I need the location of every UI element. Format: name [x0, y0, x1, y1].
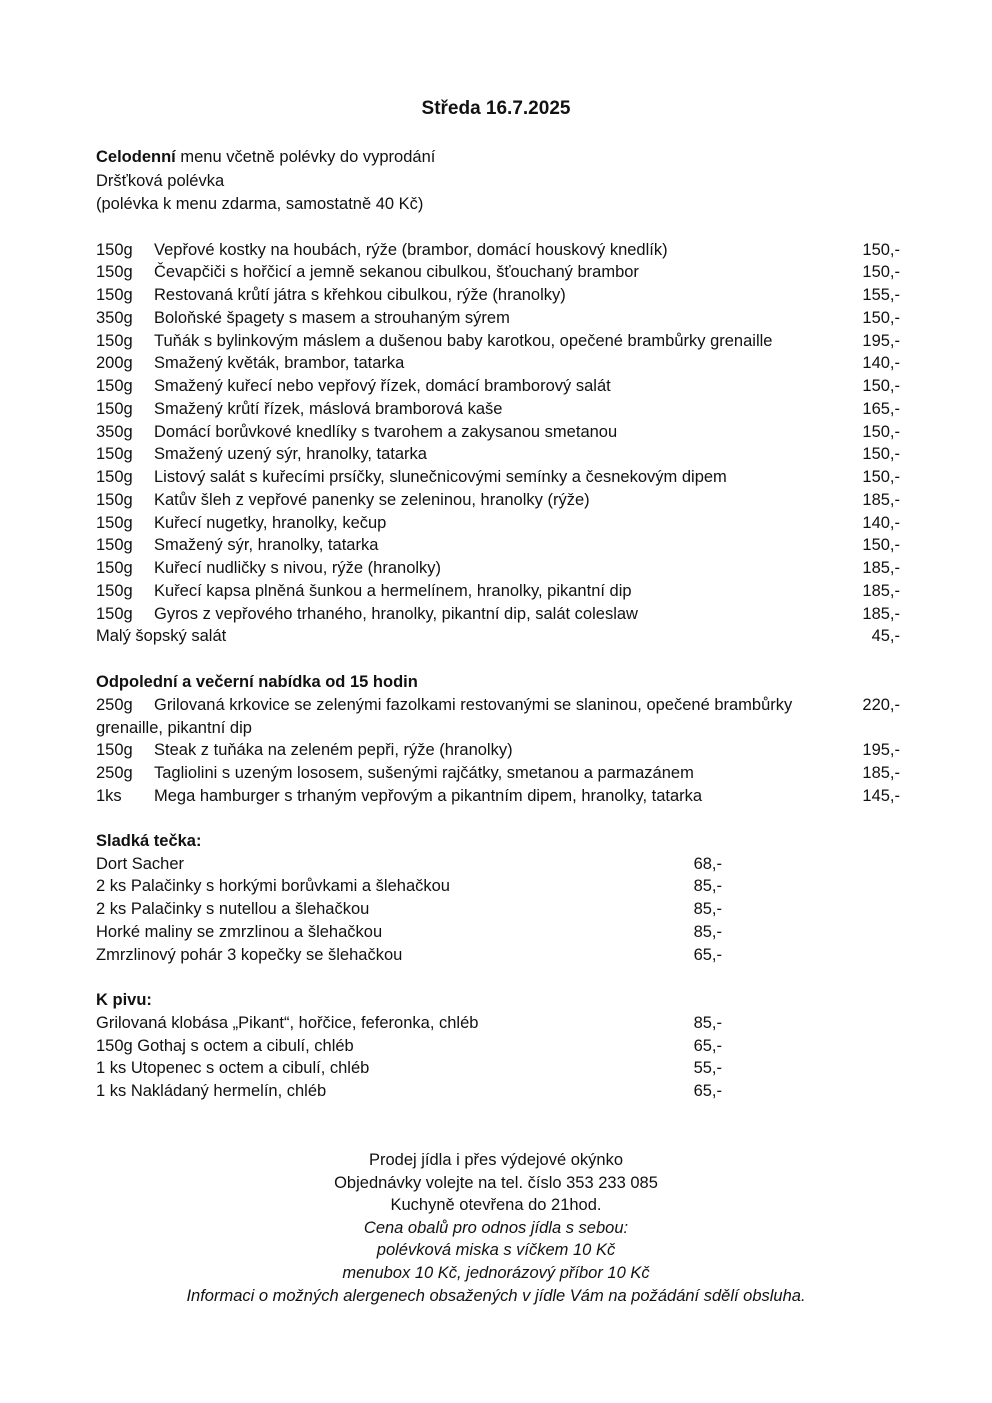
- footer-note: menubox 10 Kč, jednorázový příbor 10 Kč: [342, 1264, 650, 1282]
- daily-menu-heading-bold: Celodenní: [96, 148, 176, 166]
- item-price: 150,-: [862, 445, 900, 464]
- daily-menu-item: [96, 557, 900, 580]
- item-weight: 250g: [96, 696, 133, 714]
- daily-menu-item: [96, 398, 900, 421]
- item-price: 65,-: [693, 1081, 722, 1100]
- item-name: Mega hamburger s trhaným vepřovým a pikantním dipem, hranolky, tatarka: [154, 786, 703, 805]
- daily-menu-heading: [96, 146, 435, 168]
- item-price: 185,-: [862, 581, 900, 600]
- item-price: 85,-: [693, 922, 722, 941]
- item-name: Boloňské špagety s masem a strouhaným sýrem: [154, 308, 510, 327]
- beer-item: [96, 1035, 722, 1058]
- item-price: 185,-: [862, 763, 900, 782]
- item-price: 85,-: [693, 877, 722, 896]
- daily-menu-item: [96, 261, 900, 284]
- daily-menu-item: [96, 352, 900, 375]
- footer-note: Cena obalů pro odnos jídla s sebou:: [363, 1218, 629, 1237]
- item-weight: 150g: [96, 581, 133, 600]
- item-weight: 150g: [96, 331, 133, 350]
- dessert-heading: Sladká tečka:: [96, 832, 202, 850]
- item-price: 65,-: [693, 945, 722, 964]
- daily-menu-item: [96, 443, 900, 466]
- item-price: 45,-: [871, 627, 900, 645]
- item-name: Kuřecí kapsa plněná šunkou a hermelínem, hranolky, pikantní dip: [154, 581, 632, 600]
- footer-note: polévková miska s víčkem 10 Kč: [376, 1241, 616, 1260]
- item-price: 68,-: [693, 854, 722, 873]
- page-title: Středa 16.7.2025: [421, 98, 571, 119]
- item-weight: 250g: [96, 763, 133, 782]
- item-name: Smažený květák, brambor, tatarka: [154, 354, 405, 373]
- item-name: Domácí borůvkové knedlíky s tvarohem a zakysanou smetanou: [154, 422, 618, 441]
- afternoon-heading: Odpolední a večerní nabídka od 15 hodin: [96, 673, 418, 691]
- item-name: Smažený kuřecí nebo vepřový řízek, domácí bramborový salát: [154, 377, 611, 395]
- item-name: 150g Gothaj s octem a cibulí, chléb: [96, 1036, 354, 1055]
- item-name: 1 ks Nakládaný hermelín, chléb: [96, 1081, 327, 1100]
- item-weight: 150g: [96, 490, 133, 509]
- daily-menu-item: [96, 534, 900, 557]
- daily-menu-heading-rest: menu včetně polévky do vyprodání: [175, 148, 436, 166]
- dessert-item: [96, 921, 722, 944]
- daily-menu-item: [96, 421, 900, 444]
- item-name: Gyros z vepřového trhaného, hranolky, pikantní dip, salát coleslaw: [154, 604, 638, 623]
- item-price: 165,-: [862, 399, 900, 418]
- item-weight: 150g: [96, 240, 133, 259]
- item-name: Zmrzlinový pohár 3 kopečky se šlehačkou: [96, 945, 403, 964]
- item-price: 150,-: [862, 240, 900, 259]
- daily-menu-item: [96, 580, 900, 603]
- item-name: Steak z tuňáka na zeleném pepři, rýže (hranolky): [154, 740, 513, 759]
- footer-note: Informaci o možných alergenech obsažených v jídle Vám na požádání sdělí obsluha.: [186, 1286, 806, 1305]
- footer-line: Objednávky volejte na tel. číslo 353 233 085: [334, 1173, 658, 1192]
- dessert-item: [96, 944, 722, 967]
- item-name: Horké maliny se zmrzlinou a šlehačkou: [96, 922, 383, 941]
- item-name: Čevapčiči s hořčicí a jemně sekanou cibulkou, šťouchaný brambor: [154, 263, 639, 282]
- dessert-item: [96, 875, 722, 898]
- beer-item: [96, 1080, 722, 1103]
- item-weight: 150g: [96, 740, 133, 759]
- item-price: 140,-: [862, 513, 900, 532]
- item-weight: 200g: [96, 354, 133, 373]
- item-price: 195,-: [862, 740, 900, 759]
- item-weight: 150g: [96, 536, 133, 555]
- item-name: 1 ks Utopenec s octem a cibulí, chléb: [96, 1059, 370, 1078]
- item-price: 185,-: [862, 490, 900, 509]
- item-price: 85,-: [693, 900, 722, 918]
- afternoon-item: [96, 785, 900, 808]
- item-name: Tagliolini s uzeným lososem, sušenými rajčátky, smetanou a parmazánem: [154, 763, 694, 782]
- item-price: 150,-: [862, 536, 900, 555]
- item-price: 85,-: [693, 1014, 722, 1032]
- afternoon-item: [96, 762, 900, 785]
- daily-menu-item: [96, 466, 900, 489]
- item-price: 150,-: [862, 468, 900, 486]
- item-weight: 150g: [96, 445, 133, 464]
- item-price: 195,-: [862, 331, 900, 350]
- item-weight: 150g: [96, 604, 133, 623]
- item-weight: 1ks: [96, 786, 122, 805]
- item-name: Smažený uzený sýr, hranolky, tatarka: [154, 445, 427, 464]
- daily-menu-item: [96, 239, 900, 262]
- item-name: 2 ks Palačinky s horkými borůvkami a šlehačkou: [96, 877, 450, 896]
- item-price: 185,-: [862, 559, 900, 577]
- afternoon-item: [96, 739, 900, 762]
- item-weight: 350g: [96, 422, 133, 441]
- item-price: 150,-: [862, 263, 900, 282]
- item-name: Grilovaná klobása „Pikant“, hořčice, feferonka, chléb: [96, 1014, 479, 1032]
- item-price: 150,-: [862, 377, 900, 395]
- item-price: 140,-: [862, 354, 900, 373]
- soup-name: Dršťková polévka: [96, 172, 225, 190]
- dessert-item: [96, 898, 722, 921]
- daily-menu-item: [96, 284, 900, 307]
- item-name: Malý šopský salát: [96, 627, 227, 645]
- item-name: Tuňák s bylinkovým máslem a dušenou baby karotkou, opečené brambůrky grenaille: [154, 331, 773, 350]
- beer-heading: K pivu:: [96, 991, 152, 1009]
- daily-menu-item: [96, 489, 900, 512]
- item-name: Listový salát s kuřecími prsíčky, slunečnicovými semínky a česnekovým dipem: [154, 468, 727, 486]
- daily-menu-item: [96, 375, 900, 398]
- beer-item: [96, 1057, 722, 1080]
- daily-menu-item: [96, 512, 900, 535]
- item-name: Kuřecí nudličky s nivou, rýže (hranolky): [154, 559, 442, 577]
- item-name: Vepřové kostky na houbách, rýže (brambor, domácí houskový knedlík): [154, 240, 668, 259]
- item-name: Kuřecí nugetky, hranolky, kečup: [154, 513, 387, 532]
- item-weight: 150g: [96, 559, 133, 577]
- item-weight: 150g: [96, 286, 133, 304]
- item-price: 55,-: [693, 1059, 722, 1078]
- item-weight: 150g: [96, 399, 133, 418]
- soup-note: (polévka k menu zdarma, samostatně 40 Kč): [96, 195, 424, 213]
- item-weight: 150g: [96, 468, 133, 486]
- item-weight: 150g: [96, 513, 133, 532]
- item-price: 155,-: [862, 286, 900, 304]
- item-weight: 150g: [96, 377, 133, 395]
- item-price: 220,-: [862, 696, 900, 714]
- afternoon-first-item: [96, 694, 900, 739]
- footer-line: Kuchyně otevřena do 21hod.: [390, 1196, 602, 1215]
- daily-extra-item: [96, 625, 900, 648]
- item-name: Dort Sacher: [96, 854, 185, 873]
- daily-menu-item: [96, 307, 900, 330]
- item-price: 185,-: [862, 604, 900, 623]
- daily-menu-item: [96, 603, 900, 626]
- daily-menu-item: [96, 330, 900, 353]
- item-price: 65,-: [693, 1036, 722, 1055]
- item-weight: 150g: [96, 263, 133, 282]
- item-name: 2 ks Palačinky s nutellou a šlehačkou: [96, 900, 370, 918]
- footer-line: Prodej jídla i přes výdejové okýnko: [368, 1151, 624, 1169]
- item-price: 150,-: [862, 422, 900, 441]
- beer-item: [96, 1012, 722, 1035]
- item-name: Smažený krůtí řízek, máslová bramborová kaše: [154, 399, 503, 418]
- item-weight: 350g: [96, 308, 133, 327]
- item-name: Katův šleh z vepřové panenky se zeleninou, hranolky (rýže): [154, 490, 590, 509]
- item-name: Restovaná krůtí játra s křehkou cibulkou, rýže (hranolky): [154, 286, 566, 304]
- item-price: 145,-: [862, 786, 900, 805]
- item-price: 150,-: [862, 308, 900, 327]
- item-name: Grilovaná krkovice se zelenými fazolkami restovanými se slaninou, opečené brambůrky grenaille, pikantní dip: [96, 696, 793, 737]
- item-name: Smažený sýr, hranolky, tatarka: [154, 536, 379, 555]
- dessert-item: [96, 853, 722, 876]
